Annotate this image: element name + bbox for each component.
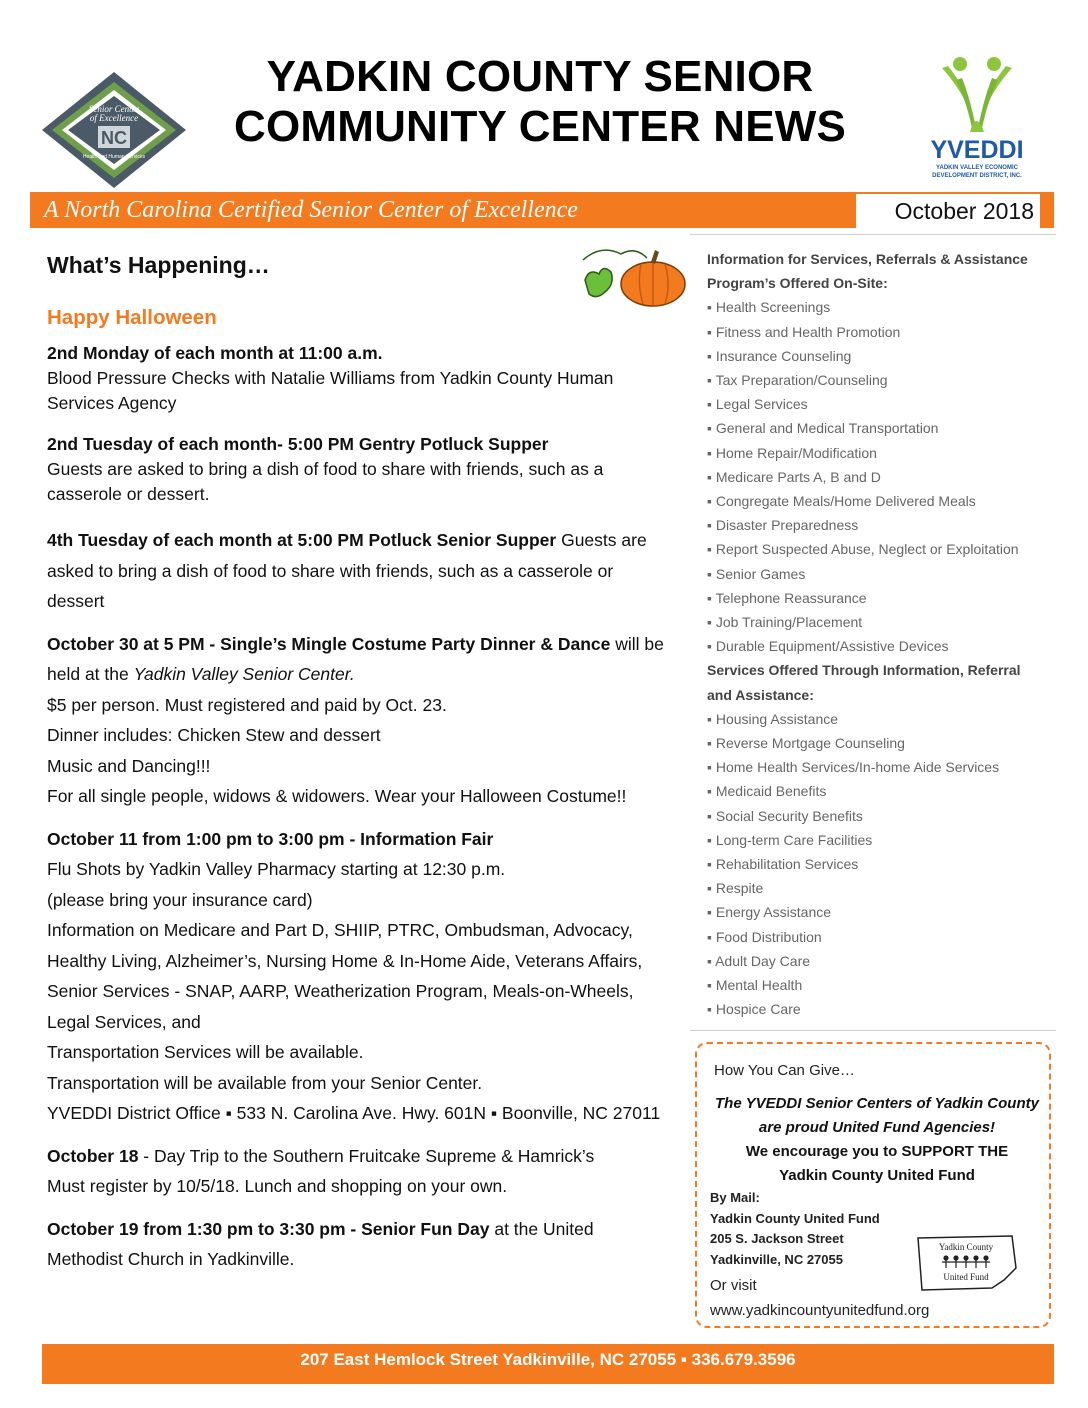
service-item: ▪ Adult Day Care [707,952,811,969]
event-text: Guests are [556,530,647,550]
event-text: Transportation Services will be available. [47,1042,364,1062]
logo-line4: Health and Human Services [82,154,146,160]
give-line: Yadkin County United Fund [779,1167,975,1184]
service-item: ▪ Home Health Services/In-home Aide Services [707,759,1000,776]
service-item: ▪ General and Medical Transportation [707,420,939,437]
service-item: ▪ Congregate Meals/Home Delivered Meals [707,493,976,510]
event-text: - Day Trip to the Southern Fruitcake Supreme & Hamrick’s [138,1145,595,1166]
service-item: ▪ Social Security Benefits [707,807,863,824]
event-text: Transportation will be available from your Senior Center. [47,1072,483,1093]
event-text: asked to bring a dish of food to share with friends, such as a casserole or [47,560,614,581]
service-item: ▪ Respite [707,880,764,897]
visit-info [710,1273,929,1323]
service-item: ▪ Energy Assistance [707,904,832,921]
service-item: ▪ Hospice Care [707,1001,801,1018]
event-text: Guests are asked to bring a dish of food to share with friends, such as a [47,459,604,479]
give-line: The YVEDDI Senior Centers of Yadkin County [715,1095,1039,1112]
logo-line1: Senior Center [88,104,140,114]
service-item: ▪ Health Screenings [707,299,831,316]
title-line2: COMMUNITY CENTER NEWS [233,102,847,151]
event-text: Blood Pressure Checks with Natalie Williams from Yadkin County Human [47,368,614,388]
give-message [704,1092,1050,1188]
event-text: will be [610,633,664,654]
event-title: October 19 from 1:30 pm to 3:30 pm - Senior Fun Day [47,1218,490,1239]
yveddi-name: YVEDDI [930,136,1024,164]
footer-address: 207 East Hemlock Street Yadkinville, NC 27055 ▪ 336.679.3596 [300,1350,796,1369]
event-title: October 11 from 1:00 pm to 3:00 pm - Information Fair [47,828,494,849]
event-text: casserole or dessert. [47,484,210,504]
service-item: ▪ Tax Preparation/Counseling [707,372,888,389]
give-line: We encourage you to SUPPORT THE [745,1143,1009,1160]
event-text: $5 per person. Must registered and paid by Oct. 23. [47,694,447,715]
yveddi-sub2: DEVELOPMENT DISTRICT, INC. [932,173,1022,179]
visit-label: Or visit [710,1277,757,1294]
event-text: Services Agency [47,393,177,413]
service-item: ▪ Job Training/Placement [707,614,863,631]
event-text: (please bring your insurance card) [47,889,313,910]
event-title: 2nd Tuesday of each month- 5:00 PM Gentry Potluck Supper [47,434,549,454]
event-text: Flu Shots by Yadkin Valley Pharmacy starting at 12:30 p.m. [47,859,506,879]
event-text: Must register by 10/5/18. Lunch and shopping on your own. [47,1176,508,1196]
logo-badge: NC [101,128,127,148]
fund-logo-line2: United Fund [943,1272,989,1282]
give-line: are proud United Fund Agencies! [758,1119,996,1136]
yveddi-sub1: YADKIN VALLEY ECONOMIC [936,165,1018,171]
divider [690,1030,1056,1031]
service-item: ▪ Legal Services [707,396,808,413]
sidebar-heading: Information for Services, Referrals & Assistance [707,251,1028,267]
event-text: Methodist Church in Yadkinville. [47,1249,295,1269]
section-heading: What’s Happening… [47,252,270,278]
sidebar-heading: Services Offered Through Information, Referral [707,662,1021,679]
service-item: ▪ Durable Equipment/Assistive Devices [707,638,949,655]
united-fund-link[interactable]: www.yadkincountyunitedfund.org [710,1302,930,1319]
event-title: 4th Tuesday of each month at 5:00 PM Potluck Senior Supper [47,530,557,550]
event-senior-fun-day [47,1214,687,1275]
service-item: ▪ Housing Assistance [707,710,839,727]
service-item: ▪ Medicaid Benefits [707,783,827,800]
event-text: Information on Medicare and Part D, SHIIP, PTRC, Ombudsman, Advocacy, [47,920,633,940]
event-text: Healthy Living, Alzheimer’s, Nursing Home & In-Home Aide, Veterans Affairs, [47,950,643,971]
event-title: October 30 at 5 PM - Single’s Mingle Costume Party Dinner & Dance [47,633,611,654]
service-item: ▪ Insurance Counseling [707,347,852,364]
mail-line: Yadkinville, NC 27055 [710,1251,843,1267]
united-fund-logo [912,1232,1020,1294]
event-title: October 18 [47,1145,139,1166]
service-item: ▪ Telephone Reassurance [707,589,867,606]
event-text: held at the [47,664,134,684]
event-text: at the United [489,1218,594,1239]
event-text: For all single people, widows & widowers. Wear your Halloween Costume!! [47,786,627,806]
event-day-trip [47,1141,687,1202]
event-singles-mingle [47,629,687,812]
service-item: ▪ Fitness and Health Promotion [707,323,901,340]
service-item: ▪ Report Suspected Abuse, Neglect or Exploitation [707,541,1019,558]
title-line1: YADKIN COUNTY SENIOR [266,52,814,101]
event-senior-supper [47,525,687,617]
service-item: ▪ Mental Health [707,977,803,994]
service-item: ▪ Home Repair/Modification [707,444,877,461]
service-item: ▪ Medicare Parts A, B and D [707,468,881,485]
service-item: ▪ Long-term Care Facilities [707,831,873,848]
mail-address [710,1188,880,1270]
event-text: Music and Dancing!!! [47,755,211,776]
sidebar-heading: and Assistance: [707,686,814,703]
service-item: ▪ Reverse Mortgage Counseling [707,735,905,752]
service-item: ▪ Senior Games [707,565,806,582]
event-blood-pressure [47,341,687,416]
mail-line: 205 S. Jackson Street [710,1231,844,1246]
newsletter-title [190,52,890,152]
event-text: Dinner includes: Chicken Stew and dessert [47,725,381,745]
service-item: ▪ Disaster Preparedness [707,517,859,534]
logo-line2: of Excellence [89,113,139,123]
services-sidebar [707,247,1057,1022]
senior-center-excellence-logo [40,70,188,190]
yveddi-logo [912,50,1042,190]
event-text: Legal Services, and [47,1011,201,1032]
fund-logo-line1: Yadkin County [938,1242,994,1252]
service-item: ▪ Food Distribution [707,928,822,945]
event-text: YVEDDI District Office ▪ 533 N. Carolina Ave. Hwy. 601N ▪ Boonville, NC 27011 [47,1103,661,1123]
event-text: Senior Services - SNAP, AARP, Weatherization Program, Meals-on-Wheels, [47,981,634,1001]
service-item: ▪ Rehabilitation Services [707,856,859,873]
event-text: dessert [47,591,105,611]
mail-label: By Mail: [710,1190,760,1205]
main-column [47,250,687,1287]
event-gentry-potluck [47,432,687,507]
sidebar-heading: Program’s Offered On-Site: [707,275,888,292]
event-title: 2nd Monday of each month at 11:00 a.m. [47,343,383,363]
give-title: How You Can Give… [714,1062,855,1079]
banner-tagline: A North Carolina Certified Senior Center of Excellence [44,197,578,223]
event-venue: Yadkin Valley Senior Center. [133,664,355,684]
halloween-heading: Happy Halloween [47,305,217,329]
issue-date: October 2018 [894,198,1034,224]
event-information-fair [47,824,687,1129]
divider [690,234,1056,235]
mail-line: Yadkin County United Fund [710,1210,880,1226]
